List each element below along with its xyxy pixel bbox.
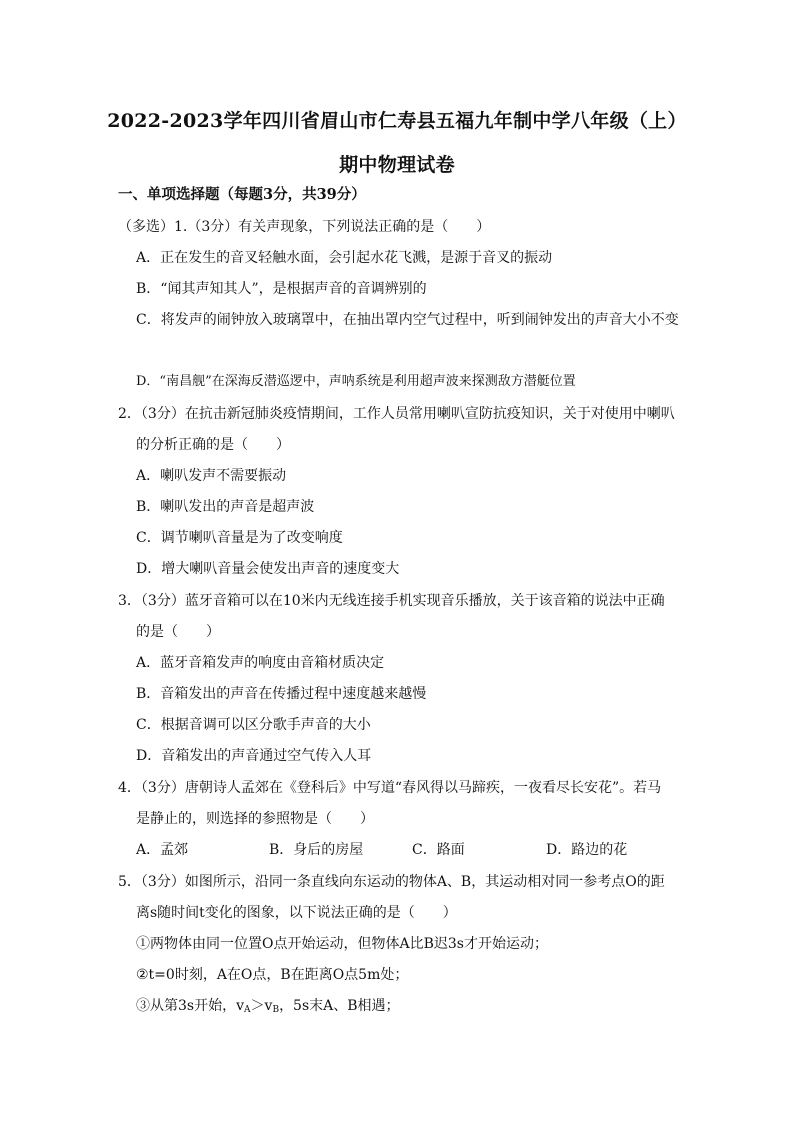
question-1-option-c: C．将发声的闹钟放入玻璃罩中，在抽出罩内空气过程中，听到闹钟发出的声音大小不变 <box>136 312 679 328</box>
exam-title-line2: 期中物理试卷 <box>339 154 455 176</box>
question-4-option-c: C．路面 <box>412 842 465 858</box>
question-2-stem-line2: 的分析正确的是（ ） <box>136 437 290 453</box>
question-4-option-d: D．路边的花 <box>546 842 628 858</box>
statement-3-part-b: ＞v <box>250 998 273 1014</box>
question-4-stem-line2: 是静止的，则选择的参照物是（ ） <box>136 811 374 827</box>
question-2-stem-line1: 2．（3分）在抗击新冠肺炎疫情期间，工作人员常用喇叭宣防抗疫知识，关于对使用中喇叭 <box>118 406 675 422</box>
subscript-a: A <box>244 1005 251 1015</box>
question-5-statement-3 <box>136 997 400 1019</box>
statement-3-part-a: ③从第3s开始，v <box>136 998 245 1014</box>
question-5-stem-line2: 离s随时间t变化的图象，以下说法正确的是（ ） <box>136 905 457 921</box>
question-3-option-b: B．音箱发出的声音在传播过程中速度越来越慢 <box>136 686 427 702</box>
section-heading: 一、单项选择题（每题3分，共39分） <box>118 186 366 203</box>
question-4-stem-line1: 4．（3分）唐朝诗人孟郊在《登科后》中写道“春风得以马蹄疾，一夜看尽长安花”。若马 <box>118 780 662 796</box>
question-1-option-a: A．正在发生的音叉轻触水面，会引起水花飞溅，是源于音叉的振动 <box>136 250 553 266</box>
question-3-option-a: A．蓝牙音箱发声的响度由音箱材质决定 <box>136 655 385 671</box>
question-2-option-b: B．喇叭发出的声音是超声波 <box>136 499 315 515</box>
question-4-option-b: B．身后的房屋 <box>269 842 364 858</box>
question-5-statement-1: ①两物体由同一位置O点开始运动，但物体A比B迟3s才开始运动； <box>136 936 548 952</box>
question-3-stem-line1: 3．（3分）蓝牙音箱可以在10米内无线连接手机实现音乐播放，关于该音箱的说法中正确 <box>118 593 665 609</box>
subscript-b: B <box>272 1005 280 1015</box>
question-2-option-a: A．喇叭发声不需要振动 <box>136 468 287 484</box>
question-5-stem-line1: 5．（3分）如图所示，沿同一条直线向东运动的物体A、B，其运动相对同一参考点O的距 <box>118 874 665 890</box>
exam-title-line1: 2022-2023学年四川省眉山市仁寿县五福九年制中学八年级（上） <box>107 110 687 132</box>
question-2-option-c: C．调节喇叭音量是为了改变响度 <box>136 530 343 546</box>
question-5-statement-2: ②t=0时刻，A在O点，B在距离O点5m处； <box>136 967 409 983</box>
question-1-stem: （多选）1.（3分）有关声现象，下列说法正确的是（ ） <box>118 219 491 235</box>
question-1-option-b: B．“闻其声知其人”，是根据声音的音调辨别的 <box>136 281 427 297</box>
question-2-option-d: D．增大喇叭音量会使发出声音的速度变大 <box>136 561 400 577</box>
question-3-option-c: C．根据音调可以区分歌手声音的大小 <box>136 717 371 733</box>
question-4-option-a: A．孟郊 <box>136 842 189 858</box>
statement-3-part-c: ，5s末A、B相遇； <box>279 998 400 1014</box>
question-3-option-d: D．音箱发出的声音通过空气传入人耳 <box>136 748 372 764</box>
question-1-option-d: D．“南昌舰”在深海反潜巡逻中，声呐系统是利用超声波来探测敌方潜艇位置 <box>136 374 576 389</box>
question-3-stem-line2: 的是（ ） <box>136 624 220 640</box>
